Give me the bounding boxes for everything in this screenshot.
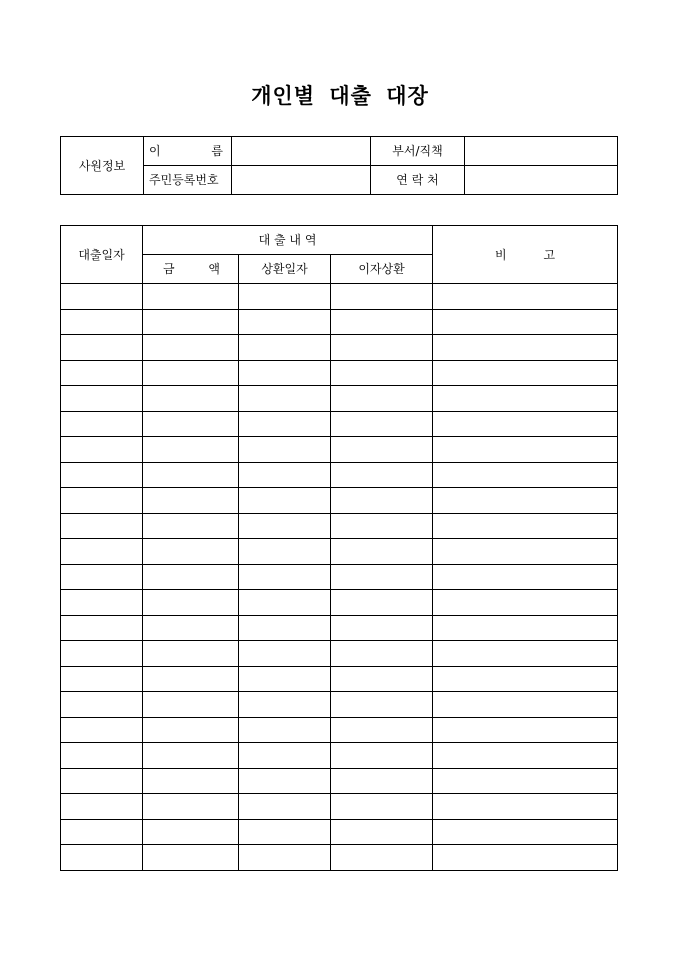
employee-info-label: 사원정보 — [61, 137, 144, 195]
table-row — [61, 717, 618, 743]
repay-date-cell[interactable] — [239, 488, 331, 514]
loan-date-cell[interactable] — [61, 335, 143, 361]
remarks-cell[interactable] — [433, 743, 618, 769]
table-row — [61, 794, 618, 820]
loan-date-cell[interactable] — [61, 564, 143, 590]
employee-info-table — [60, 136, 618, 195]
loan-date-cell[interactable] — [61, 437, 143, 463]
document-title: 개인별 대출 대장 — [251, 83, 429, 108]
amount-cell[interactable] — [143, 539, 239, 565]
remarks-cell[interactable] — [433, 386, 618, 412]
repay-date-cell[interactable] — [239, 386, 331, 412]
amount-header — [143, 255, 239, 284]
interest-cell[interactable] — [331, 615, 433, 641]
table-row — [61, 819, 618, 845]
amount-cell[interactable] — [143, 692, 239, 718]
remarks-cell[interactable] — [433, 462, 618, 488]
repay-date-cell[interactable] — [239, 335, 331, 361]
contact-label: 연 락 처 — [371, 166, 465, 195]
amount-cell[interactable] — [143, 666, 239, 692]
remarks-cell[interactable] — [433, 309, 618, 335]
contact-field[interactable] — [465, 166, 618, 195]
amount-cell[interactable] — [143, 488, 239, 514]
remarks-cell[interactable] — [433, 539, 618, 565]
amount-cell[interactable] — [143, 641, 239, 667]
interest-cell[interactable] — [331, 284, 433, 310]
loan-date-cell[interactable] — [61, 539, 143, 565]
table-row — [61, 462, 618, 488]
interest-cell[interactable] — [331, 437, 433, 463]
interest-cell[interactable] — [331, 539, 433, 565]
interest-header: 이자상환 — [331, 255, 433, 284]
amount-cell[interactable] — [143, 513, 239, 539]
remarks-cell[interactable] — [433, 845, 618, 871]
table-row — [61, 641, 618, 667]
dept-field[interactable] — [465, 137, 618, 166]
loan-date-cell[interactable] — [61, 386, 143, 412]
amount-cell[interactable] — [143, 360, 239, 386]
interest-cell[interactable] — [331, 309, 433, 335]
repay-date-cell[interactable] — [239, 284, 331, 310]
table-row — [61, 692, 618, 718]
table-row — [61, 488, 618, 514]
interest-cell[interactable] — [331, 590, 433, 616]
repay-date-cell[interactable] — [239, 360, 331, 386]
amount-cell[interactable] — [143, 768, 239, 794]
table-row — [61, 590, 618, 616]
loan-date-header: 대출일자 — [61, 226, 143, 284]
amount-cell[interactable] — [143, 845, 239, 871]
loan-date-cell[interactable] — [61, 284, 143, 310]
remarks-cell[interactable] — [433, 513, 618, 539]
resident-id-label: 주민등록번호 — [144, 166, 232, 195]
interest-cell[interactable] — [331, 641, 433, 667]
loan-date-cell[interactable] — [61, 615, 143, 641]
repay-date-cell[interactable] — [239, 794, 331, 820]
loan-date-cell[interactable] — [61, 743, 143, 769]
table-row — [61, 768, 618, 794]
repay-date-cell[interactable] — [239, 743, 331, 769]
repay-date-cell[interactable] — [239, 845, 331, 871]
amount-cell[interactable] — [143, 284, 239, 310]
name-label-first: 이 — [149, 144, 161, 158]
name-field[interactable] — [232, 137, 371, 166]
loan-date-cell[interactable] — [61, 411, 143, 437]
repay-date-cell[interactable] — [239, 819, 331, 845]
interest-cell[interactable] — [331, 692, 433, 718]
amount-header-first: 금 — [163, 262, 175, 276]
interest-cell[interactable] — [331, 845, 433, 871]
loan-details-header: 대 출 내 역 — [143, 226, 433, 255]
interest-cell[interactable] — [331, 717, 433, 743]
remarks-header — [433, 226, 618, 284]
repay-date-cell[interactable] — [239, 564, 331, 590]
repay-date-cell[interactable] — [239, 768, 331, 794]
repay-date-cell[interactable] — [239, 666, 331, 692]
loan-date-cell[interactable] — [61, 590, 143, 616]
resident-id-field[interactable] — [232, 166, 371, 195]
remarks-cell[interactable] — [433, 692, 618, 718]
interest-cell[interactable] — [331, 819, 433, 845]
interest-cell[interactable] — [331, 335, 433, 361]
table-row — [61, 309, 618, 335]
name-label-last: 름 — [211, 144, 223, 158]
table-row — [61, 743, 618, 769]
interest-cell[interactable] — [331, 743, 433, 769]
amount-cell[interactable] — [143, 564, 239, 590]
remarks-cell[interactable] — [433, 564, 618, 590]
repay-date-header: 상환일자 — [239, 255, 331, 284]
remarks-cell[interactable] — [433, 717, 618, 743]
loan-date-cell[interactable] — [61, 360, 143, 386]
interest-cell[interactable] — [331, 666, 433, 692]
name-label — [144, 137, 232, 166]
amount-cell[interactable] — [143, 717, 239, 743]
remarks-cell[interactable] — [433, 794, 618, 820]
remarks-header-last: 고 — [543, 247, 556, 262]
table-row — [61, 411, 618, 437]
table-row — [61, 335, 618, 361]
interest-cell[interactable] — [331, 564, 433, 590]
table-row — [61, 539, 618, 565]
table-row — [61, 845, 618, 871]
remarks-cell[interactable] — [433, 768, 618, 794]
repay-date-cell[interactable] — [239, 641, 331, 667]
loan-date-cell[interactable] — [61, 692, 143, 718]
remarks-cell[interactable] — [433, 284, 618, 310]
repay-date-cell[interactable] — [239, 717, 331, 743]
amount-cell[interactable] — [143, 462, 239, 488]
loan-date-cell[interactable] — [61, 309, 143, 335]
loan-date-cell[interactable] — [61, 819, 143, 845]
amount-header-last: 액 — [208, 262, 220, 276]
interest-cell[interactable] — [331, 794, 433, 820]
table-row — [61, 360, 618, 386]
repay-date-cell[interactable] — [239, 615, 331, 641]
amount-cell[interactable] — [143, 437, 239, 463]
loan-date-cell[interactable] — [61, 768, 143, 794]
interest-cell[interactable] — [331, 488, 433, 514]
amount-cell[interactable] — [143, 309, 239, 335]
amount-cell[interactable] — [143, 743, 239, 769]
interest-cell[interactable] — [331, 462, 433, 488]
table-row — [61, 513, 618, 539]
repay-date-cell[interactable] — [239, 590, 331, 616]
interest-cell[interactable] — [331, 768, 433, 794]
loan-date-cell[interactable] — [61, 641, 143, 667]
loan-date-cell[interactable] — [61, 488, 143, 514]
repay-date-cell[interactable] — [239, 411, 331, 437]
loan-date-cell[interactable] — [61, 462, 143, 488]
table-row — [61, 284, 618, 310]
interest-cell[interactable] — [331, 360, 433, 386]
repay-date-cell[interactable] — [239, 539, 331, 565]
remarks-cell[interactable] — [433, 360, 618, 386]
remarks-cell[interactable] — [433, 411, 618, 437]
loan-date-cell[interactable] — [61, 666, 143, 692]
table-row — [61, 564, 618, 590]
remarks-cell[interactable] — [433, 437, 618, 463]
amount-cell[interactable] — [143, 794, 239, 820]
remarks-cell[interactable] — [433, 666, 618, 692]
amount-cell[interactable] — [143, 590, 239, 616]
remarks-header-first: 비 — [495, 247, 507, 262]
repay-date-cell[interactable] — [239, 692, 331, 718]
repay-date-cell[interactable] — [239, 309, 331, 335]
remarks-cell[interactable] — [433, 615, 618, 641]
repay-date-cell[interactable] — [239, 437, 331, 463]
amount-cell[interactable] — [143, 615, 239, 641]
interest-cell[interactable] — [331, 386, 433, 412]
remarks-cell[interactable] — [433, 641, 618, 667]
loan-date-cell[interactable] — [61, 717, 143, 743]
remarks-cell[interactable] — [433, 335, 618, 361]
amount-cell[interactable] — [143, 411, 239, 437]
loan-date-cell[interactable] — [61, 794, 143, 820]
repay-date-cell[interactable] — [239, 462, 331, 488]
loan-history-table — [60, 225, 618, 871]
repay-date-cell[interactable] — [239, 513, 331, 539]
table-row — [61, 386, 618, 412]
amount-cell[interactable] — [143, 386, 239, 412]
remarks-cell[interactable] — [433, 819, 618, 845]
table-row — [61, 666, 618, 692]
loan-date-cell[interactable] — [61, 513, 143, 539]
table-row — [61, 437, 618, 463]
loan-date-cell[interactable] — [61, 845, 143, 871]
remarks-cell[interactable] — [433, 590, 618, 616]
interest-cell[interactable] — [331, 513, 433, 539]
amount-cell[interactable] — [143, 819, 239, 845]
remarks-cell[interactable] — [433, 488, 618, 514]
interest-cell[interactable] — [331, 411, 433, 437]
dept-label: 부서/직책 — [371, 137, 465, 166]
amount-cell[interactable] — [143, 335, 239, 361]
table-row — [61, 615, 618, 641]
